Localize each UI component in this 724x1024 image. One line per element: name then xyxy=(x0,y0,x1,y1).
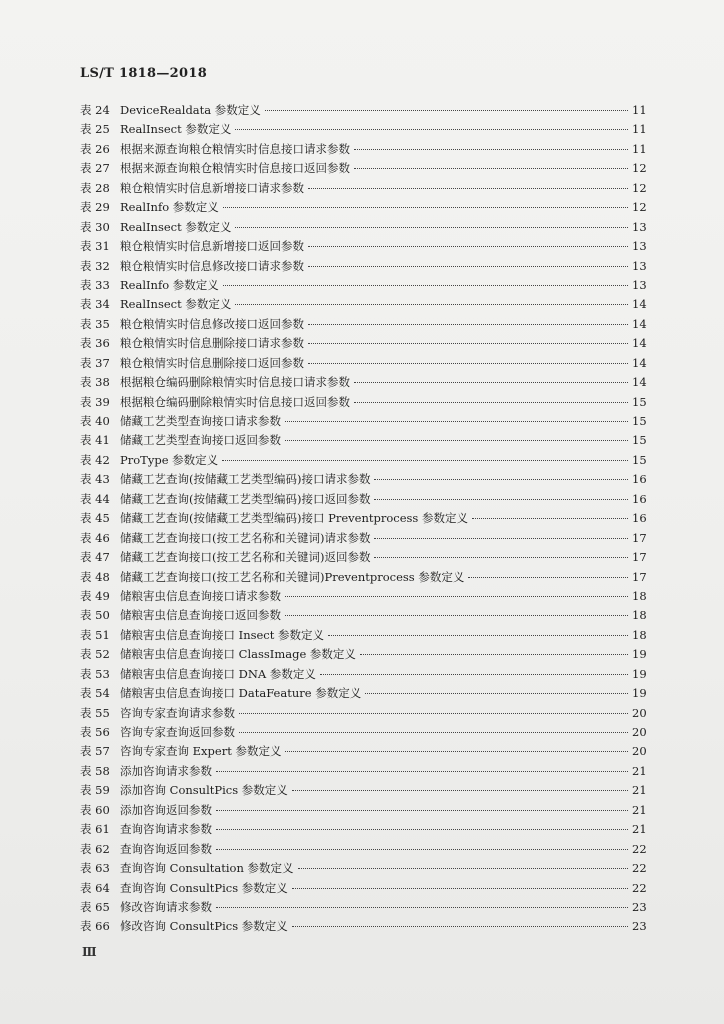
toc-entry-label: 表 24 xyxy=(80,103,110,117)
toc-entry-page: 14 xyxy=(632,375,647,390)
toc-entry-title: RealInfo 参数定义 xyxy=(120,200,219,215)
toc-entry-page: 22 xyxy=(632,880,647,895)
toc-entry[interactable] xyxy=(80,627,646,646)
toc-entry[interactable] xyxy=(80,666,646,685)
toc-dot-leader xyxy=(292,790,628,791)
toc-entry[interactable] xyxy=(80,121,646,140)
toc-entry-title: 储粮害虫信息查询接口 DNA 参数定义 xyxy=(120,666,316,681)
toc-entry-page: 12 xyxy=(632,161,647,176)
toc-entry-label: 表 31 xyxy=(80,239,110,254)
toc-entry-label: 表 65 xyxy=(80,899,110,914)
toc-dot-leader xyxy=(308,343,628,344)
toc-entry-title: 根据来源查询粮仓粮情实时信息接口返回参数 xyxy=(120,161,350,176)
toc-entry-label: 表 26 xyxy=(80,141,110,156)
toc-dot-leader xyxy=(308,266,628,267)
toc-entry-page: 12 xyxy=(632,200,647,215)
toc-dot-leader xyxy=(308,246,628,247)
toc-entry-page: 14 xyxy=(632,297,647,312)
toc-entry-label: 表 33 xyxy=(80,277,110,292)
toc-entry[interactable] xyxy=(80,802,646,821)
toc-entry-label: 表 37 xyxy=(80,355,110,370)
toc-entry[interactable] xyxy=(80,296,646,315)
toc-entry-label: 表 62 xyxy=(80,841,110,856)
toc-entry-label: 表 39 xyxy=(80,394,110,409)
toc-entry-page: 18 xyxy=(632,608,647,623)
toc-entry-page: 21 xyxy=(632,763,647,778)
toc-entry[interactable] xyxy=(80,705,646,724)
toc-entry[interactable] xyxy=(80,471,646,490)
toc-dot-leader xyxy=(360,654,628,655)
toc-entry-label: 表 63 xyxy=(80,861,110,876)
toc-entry-title: 查询咨询返回参数 xyxy=(120,841,212,856)
toc-dot-leader xyxy=(468,577,628,578)
toc-entry-label: 表 57 xyxy=(80,744,110,759)
toc-entry[interactable] xyxy=(80,569,646,588)
toc-entry-title: 查询咨询 Consultation 参数定义 xyxy=(120,861,294,876)
toc-dot-leader xyxy=(216,829,628,830)
toc-entry-page: 15 xyxy=(632,452,647,467)
toc-entry-label: 表 66 xyxy=(80,919,110,934)
toc-entry[interactable] xyxy=(80,880,646,899)
toc-entry[interactable] xyxy=(80,821,646,840)
toc-entry[interactable] xyxy=(80,316,646,335)
toc-dot-leader xyxy=(285,751,628,752)
toc-entry-label: 表 59 xyxy=(80,783,110,798)
toc-dot-leader xyxy=(239,732,628,733)
toc-entry[interactable] xyxy=(80,452,646,471)
toc-entry-page: 20 xyxy=(632,705,647,720)
toc-dot-leader xyxy=(354,168,628,169)
toc-entry-label: 表 58 xyxy=(80,763,110,778)
toc-entry[interactable] xyxy=(80,530,646,549)
toc-entry-label: 表 47 xyxy=(80,550,110,565)
toc-entry[interactable] xyxy=(80,238,646,257)
toc-entry[interactable] xyxy=(80,258,646,277)
page-number: Ⅲ xyxy=(82,945,97,959)
toc-entry-title: 根据粮仓编码删除粮情实时信息接口返回参数 xyxy=(120,394,350,409)
toc-entry-title: 根据来源查询粮仓粮情实时信息接口请求参数 xyxy=(120,141,350,156)
toc-entry-title: 储藏工艺查询接口(按工艺名称和关键词)返回参数 xyxy=(120,550,371,565)
toc-entry-label: 表 25 xyxy=(80,122,110,137)
toc-entry-title: 储粮害虫信息查询接口返回参数 xyxy=(120,608,281,623)
toc-entry-title: 粮仓粮情实时信息新增接口返回参数 xyxy=(120,239,304,254)
toc-entry[interactable] xyxy=(80,199,646,218)
toc-entry-label: 表 52 xyxy=(80,647,110,662)
toc-entry-label: 表 34 xyxy=(80,297,110,312)
toc-entry-label: 表 64 xyxy=(80,880,110,895)
toc-entry-label: 表 43 xyxy=(80,472,110,487)
toc-dot-leader xyxy=(285,596,628,597)
toc-entry-title: 粮仓粮情实时信息删除接口返回参数 xyxy=(120,355,304,370)
toc-dot-leader xyxy=(235,227,628,228)
toc-dot-leader xyxy=(298,868,628,869)
toc-dot-leader xyxy=(320,674,628,675)
toc-dot-leader xyxy=(285,421,628,422)
toc-entry-page: 13 xyxy=(632,219,647,234)
toc-entry-title: 咨询专家查询请求参数 xyxy=(120,705,235,720)
toc-entry-title: 修改咨询 ConsultPics 参数定义 xyxy=(120,919,288,934)
toc-entry-label: 表 30 xyxy=(80,219,110,234)
toc-entry-title: 粮仓粮情实时信息修改接口请求参数 xyxy=(120,258,304,273)
toc-entry-page: 21 xyxy=(632,822,647,837)
toc-entry-page: 17 xyxy=(632,569,647,584)
toc-entry-title: ProType 参数定义 xyxy=(120,452,219,467)
toc-entry-label: 表 56 xyxy=(80,725,110,739)
toc-entry[interactable] xyxy=(80,607,646,626)
toc-entry[interactable] xyxy=(80,180,646,199)
toc-dot-leader xyxy=(374,499,628,500)
table-of-contents-list xyxy=(80,102,646,938)
toc-entry-label: 表 42 xyxy=(80,452,110,467)
toc-entry[interactable] xyxy=(80,724,646,743)
toc-entry-label: 表 36 xyxy=(80,336,110,351)
toc-entry-label: 表 51 xyxy=(80,627,110,642)
toc-entry-label: 表 29 xyxy=(80,200,110,215)
toc-dot-leader xyxy=(285,615,628,616)
toc-entry-title: 咨询专家查询返回参数 xyxy=(120,725,235,739)
toc-entry[interactable] xyxy=(80,277,646,296)
toc-entry[interactable] xyxy=(80,685,646,704)
toc-entry-title: 储粮害虫信息查询接口 Insect 参数定义 xyxy=(120,627,325,642)
standard-code-header: LS/T 1818—2018 xyxy=(80,66,208,81)
toc-entry-label: 表 48 xyxy=(80,569,110,584)
toc-entry[interactable] xyxy=(80,335,646,354)
toc-entry-label: 表 60 xyxy=(80,802,110,817)
toc-entry-title: 粮仓粮情实时信息删除接口请求参数 xyxy=(120,336,304,351)
toc-entry-label: 表 27 xyxy=(80,161,110,176)
toc-entry-title: 储藏工艺类型查询接口返回参数 xyxy=(120,433,281,448)
toc-dot-leader xyxy=(472,518,628,519)
toc-entry-page: 14 xyxy=(632,336,647,351)
toc-entry-page: 18 xyxy=(632,588,647,603)
toc-entry-page: 13 xyxy=(632,277,647,292)
toc-entry-page: 23 xyxy=(632,899,647,914)
toc-entry[interactable] xyxy=(80,355,646,374)
toc-entry[interactable] xyxy=(80,394,646,413)
toc-dot-leader xyxy=(374,538,628,539)
toc-entry[interactable] xyxy=(80,841,646,860)
toc-entry-page: 19 xyxy=(632,686,647,701)
toc-entry[interactable] xyxy=(80,899,646,918)
toc-entry-page: 17 xyxy=(632,550,647,565)
toc-entry-title: 修改咨询请求参数 xyxy=(120,899,212,914)
toc-entry[interactable] xyxy=(80,588,646,607)
toc-entry-title: DeviceRealdata 参数定义 xyxy=(120,103,261,117)
toc-entry-title: 添加咨询请求参数 xyxy=(120,763,212,778)
toc-entry-label: 表 46 xyxy=(80,530,110,545)
toc-entry-page: 11 xyxy=(632,122,647,137)
toc-entry-page: 21 xyxy=(632,783,647,798)
toc-dot-leader xyxy=(265,110,628,111)
toc-entry-label: 表 35 xyxy=(80,316,110,331)
toc-entry[interactable] xyxy=(80,141,646,160)
toc-entry-label: 表 44 xyxy=(80,491,110,506)
toc-entry-page: 16 xyxy=(632,472,647,487)
toc-entry-label: 表 55 xyxy=(80,705,110,720)
toc-entry[interactable] xyxy=(80,510,646,529)
toc-entry-title: 粮仓粮情实时信息修改接口返回参数 xyxy=(120,316,304,331)
toc-dot-leader xyxy=(365,693,628,694)
toc-entry-page: 14 xyxy=(632,355,647,370)
toc-entry-title: 储藏工艺查询接口(按工艺名称和关键词)Preventprocess 参数定义 xyxy=(120,569,465,584)
toc-dot-leader xyxy=(223,207,628,208)
toc-entry-page: 20 xyxy=(632,744,647,759)
toc-entry-page: 15 xyxy=(632,394,647,409)
toc-entry[interactable] xyxy=(80,763,646,782)
toc-entry-page: 19 xyxy=(632,647,647,662)
toc-dot-leader xyxy=(223,285,628,286)
toc-entry-title: 储藏工艺查询(按储藏工艺类型编码)接口请求参数 xyxy=(120,472,371,487)
toc-dot-leader xyxy=(216,849,628,850)
toc-entry-page: 22 xyxy=(632,841,647,856)
toc-entry-label: 表 38 xyxy=(80,375,110,390)
toc-dot-leader xyxy=(328,635,628,636)
toc-entry-page: 15 xyxy=(632,414,647,428)
toc-dot-leader xyxy=(308,188,628,189)
toc-entry-title: RealInfo 参数定义 xyxy=(120,277,219,292)
toc-entry-title: 储粮害虫信息查询接口 DataFeature 参数定义 xyxy=(120,686,362,701)
toc-entry-page: 11 xyxy=(632,103,647,117)
toc-dot-leader xyxy=(216,907,628,908)
toc-entry-label: 表 50 xyxy=(80,608,110,623)
toc-dot-leader xyxy=(222,460,628,461)
toc-entry-page: 21 xyxy=(632,802,647,817)
toc-entry-title: 储藏工艺查询(按储藏工艺类型编码)接口返回参数 xyxy=(120,491,371,506)
toc-dot-leader xyxy=(354,149,628,150)
toc-entry[interactable] xyxy=(80,374,646,393)
toc-entry-label: 表 28 xyxy=(80,180,110,195)
toc-entry[interactable] xyxy=(80,782,646,801)
toc-entry-page: 13 xyxy=(632,239,647,254)
toc-entry[interactable] xyxy=(80,918,646,937)
toc-entry-label: 表 32 xyxy=(80,258,110,273)
toc-dot-leader xyxy=(216,810,628,811)
toc-entry[interactable] xyxy=(80,491,646,510)
toc-dot-leader xyxy=(239,713,628,714)
toc-entry-title: 粮仓粮情实时信息新增接口请求参数 xyxy=(120,180,304,195)
toc-entry-page: 13 xyxy=(632,258,647,273)
toc-entry-page: 22 xyxy=(632,861,647,876)
toc-entry-label: 表 53 xyxy=(80,666,110,681)
toc-entry-title: 查询咨询 ConsultPics 参数定义 xyxy=(120,880,288,895)
toc-dot-leader xyxy=(374,557,628,558)
toc-entry-label: 表 45 xyxy=(80,511,110,526)
toc-entry-title: 咨询专家查询 Expert 参数定义 xyxy=(120,744,282,759)
toc-entry-page: 16 xyxy=(632,491,647,506)
toc-entry-title: 根据粮仓编码删除粮情实时信息接口请求参数 xyxy=(120,375,350,390)
toc-entry-label: 表 41 xyxy=(80,433,110,448)
toc-dot-leader xyxy=(235,304,628,305)
toc-dot-leader xyxy=(308,324,628,325)
toc-entry-page: 16 xyxy=(632,511,647,526)
toc-entry-label: 表 61 xyxy=(80,822,110,837)
toc-dot-leader xyxy=(354,402,628,403)
toc-entry-title: 储藏工艺类型查询接口请求参数 xyxy=(120,414,281,428)
toc-entry-title: 储粮害虫信息查询接口请求参数 xyxy=(120,588,281,603)
toc-entry-title: 储藏工艺查询(按储藏工艺类型编码)接口 Preventprocess 参数定义 xyxy=(120,511,468,526)
toc-entry-title: RealInsect 参数定义 xyxy=(120,122,232,137)
toc-entry-page: 19 xyxy=(632,666,647,681)
toc-entry[interactable] xyxy=(80,102,646,121)
toc-entry[interactable] xyxy=(80,432,646,451)
toc-dot-leader xyxy=(285,440,628,441)
toc-entry-page: 17 xyxy=(632,530,647,545)
toc-entry[interactable] xyxy=(80,219,646,238)
toc-dot-leader xyxy=(235,129,628,130)
toc-entry-title: 添加咨询 ConsultPics 参数定义 xyxy=(120,783,288,798)
toc-entry[interactable] xyxy=(80,860,646,879)
toc-dot-leader xyxy=(308,363,628,364)
toc-dot-leader xyxy=(374,479,628,480)
toc-entry-page: 12 xyxy=(632,180,647,195)
toc-entry[interactable] xyxy=(80,549,646,568)
toc-entry[interactable] xyxy=(80,743,646,762)
toc-dot-leader xyxy=(216,771,628,772)
toc-entry-title: 储藏工艺查询接口(按工艺名称和关键词)请求参数 xyxy=(120,530,371,545)
toc-entry-label: 表 54 xyxy=(80,686,110,701)
toc-entry-title: 添加咨询返回参数 xyxy=(120,802,212,817)
toc-entry-page: 15 xyxy=(632,433,647,448)
toc-entry-page: 20 xyxy=(632,725,647,739)
toc-entry-label: 表 40 xyxy=(80,414,110,428)
toc-entry-title: 查询咨询请求参数 xyxy=(120,822,212,837)
toc-entry-page: 18 xyxy=(632,627,647,642)
toc-entry[interactable] xyxy=(80,646,646,665)
toc-dot-leader xyxy=(292,888,628,889)
toc-entry-title: RealInsect 参数定义 xyxy=(120,219,232,234)
toc-entry-page: 14 xyxy=(632,316,647,331)
toc-entry[interactable] xyxy=(80,413,646,432)
toc-entry-title: 储粮害虫信息查询接口 ClassImage 参数定义 xyxy=(120,647,356,662)
toc-entry[interactable] xyxy=(80,160,646,179)
toc-entry-page: 23 xyxy=(632,919,647,934)
toc-dot-leader xyxy=(354,382,628,383)
toc-entry-label: 表 49 xyxy=(80,588,110,603)
toc-entry-page: 11 xyxy=(632,141,647,156)
toc-entry-title: RealInsect 参数定义 xyxy=(120,297,232,312)
toc-dot-leader xyxy=(292,926,628,927)
